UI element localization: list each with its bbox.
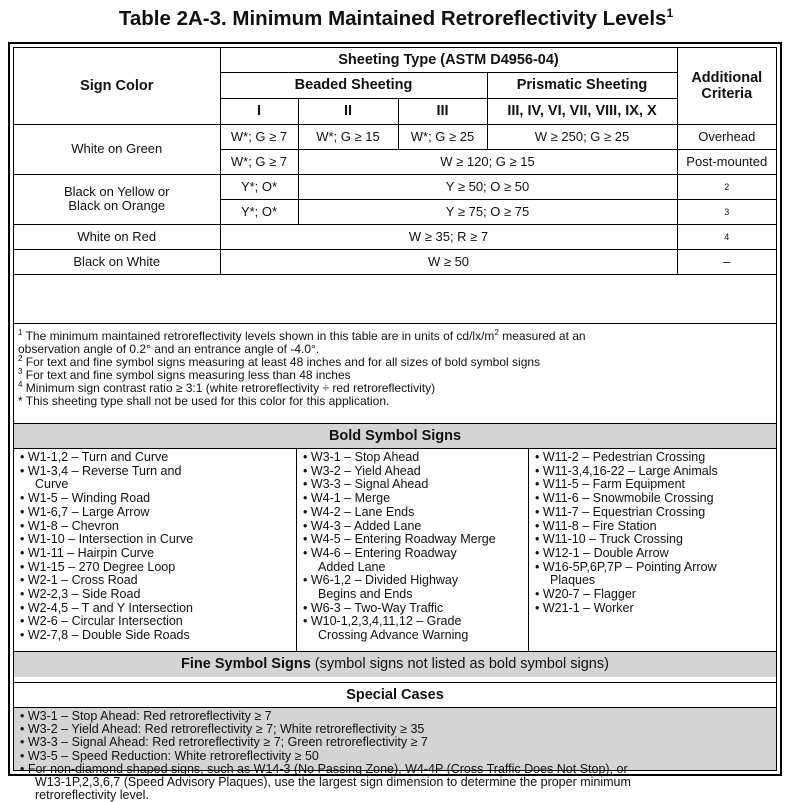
list-item: • W2-6 – Circular Intersection: [20, 614, 183, 629]
criteria-cell: 4: [677, 224, 776, 249]
criteria-cell: –: [677, 249, 776, 274]
cell: W ≥ 50: [220, 249, 677, 274]
cell: W ≥ 35; R ≥ 7: [220, 224, 677, 249]
list-item: • W4-1 – Merge: [303, 491, 391, 506]
list-item: • W10-1,2,3,4,11,12 – Grade: [303, 614, 462, 629]
bold-symbol-signs-list: [14, 449, 776, 651]
bold-symbol-signs-heading: Bold Symbol Signs: [14, 423, 776, 449]
cell: W*; G ≥ 25: [398, 124, 487, 149]
list-item: • W11-7 – Equestrian Crossing: [535, 504, 706, 519]
list-item: • W16-5P,6P,7P – Pointing Arrow: [535, 559, 717, 574]
list-item: Plaques: [550, 573, 596, 588]
label-white-on-green: White on Green: [14, 124, 220, 174]
list-item: • W12-1 – Double Arrow: [535, 545, 669, 560]
table-frame: [8, 42, 782, 802]
special-cases-list: [14, 708, 776, 802]
list-item: • W1-5 – Winding Road: [20, 491, 151, 506]
list-item: • W3-3 – Signal Ahead: [303, 477, 429, 492]
list-item: • W2-1 – Cross Road: [20, 573, 138, 588]
list-item: Added Lane: [318, 559, 386, 574]
table-inner: [13, 47, 777, 802]
header-col-iii: III: [398, 98, 487, 124]
list-item: • W1-11 – Hairpin Curve: [20, 545, 155, 560]
cell: Y*; O*: [220, 199, 298, 224]
list-item: • W1-3,4 – Reverse Turn and: [20, 463, 182, 478]
list-item: • W4-2 – Lane Ends: [303, 504, 415, 519]
header-prismatic: Prismatic Sheeting: [487, 72, 677, 98]
bold-symbol-column-3: [529, 449, 776, 651]
cell: W*; G ≥ 7: [220, 124, 298, 149]
cell: Y ≥ 75; O ≥ 75: [298, 199, 677, 224]
list-item: Begins and Ends: [318, 587, 413, 602]
list-item: • W11-5 – Farm Equipment: [535, 477, 686, 492]
criteria-cell: Post-mounted: [677, 149, 776, 174]
special-cases-heading: Special Cases: [14, 682, 776, 708]
label-white-on-red: White on Red: [14, 224, 220, 249]
cell: W ≥ 120; G ≥ 15: [298, 149, 677, 174]
list-item: • W1-15 – 270 Degree Loop: [20, 559, 176, 574]
label-line: Black on Yellow or: [63, 184, 170, 199]
footnote-2: $^2$ For text and fine symbol signs measuring at least 48 inches and for all sizes of bold symbol signs: [18, 354, 541, 369]
cell: W ≥ 250; G ≥ 25: [487, 124, 677, 149]
list-item: • W11-8 – Fire Station: [535, 518, 657, 533]
list-item: • W1-1,2 – Turn and Curve: [20, 450, 169, 464]
footnote-4: $^4$ Minimum sign contrast ratio ≥ 3:1 (white retroreflectivity ÷ red retroreflectivity): [18, 380, 436, 395]
list-item: W13-1P,2,3,6,7 (Speed Advisory Plaques), use the largest sign dimension to determine the proper minimum: [35, 775, 631, 790]
list-item: • W2-4,5 – T and Y Intersection: [20, 600, 193, 615]
list-item: • For non-diamond shaped signs, such as W14-3 (No Passing Zone), W4-4P (Cross Traffic Does Not Stop), or: [20, 761, 628, 776]
list-item: • W11-3,4,16-22 – Large Animals: [535, 463, 718, 478]
footnote-3: $^3$ For text and fine symbol signs measuring less than 48 inches: [18, 367, 351, 382]
list-item: • W11-10 – Truck Crossing: [535, 532, 683, 547]
footnote-asterisk: * This sheeting type shall not be used for this color for this application.: [18, 394, 390, 408]
label-line: Black on Orange: [68, 198, 166, 213]
list-item: • W3-2 – Yield Ahead: Red retroreflectivity ≥ 7; White retroreflectivity ≥ 35: [20, 722, 425, 737]
header-beaded: Beaded Sheeting: [220, 72, 487, 98]
table-title: Table 2A-3. Minimum Maintained Retroreflectivity Levels$^1$: [118, 6, 674, 30]
footnotes: [14, 323, 776, 423]
fine-symbol-signs-heading: Fine Symbol Signs (symbol signs not listed as bold symbol signs): [14, 651, 776, 677]
cell: Y ≥ 50; O ≥ 50: [298, 174, 677, 199]
header-col-i: I: [220, 98, 298, 124]
list-item: • W3-1 – Stop Ahead: Red retroreflectivity ≥ 7: [20, 709, 272, 723]
list-item: • W3-1 – Stop Ahead: [303, 450, 420, 464]
bold-symbol-column-2: [297, 449, 529, 651]
list-item: • W3-2 – Yield Ahead: [303, 463, 421, 478]
list-item: • W21-1 – Worker: [535, 600, 634, 615]
list-item: • W4-3 – Added Lane: [303, 518, 422, 533]
list-item: • W4-5 – Entering Roadway Merge: [303, 532, 496, 547]
label-black-on-yellow: [14, 174, 220, 224]
header-col-ii: II: [298, 98, 398, 124]
list-item: • W3-3 – Signal Ahead: Red retroreflectivity ≥ 7; Green retroreflectivity ≥ 7: [20, 735, 428, 750]
list-item: • W11-6 – Snowmobile Crossing: [535, 491, 714, 506]
header-additional-criteria: Additional Criteria: [677, 48, 776, 124]
cell: W*; G ≥ 15: [298, 124, 398, 149]
footnote-1-cont: observation angle of 0.2° and an entrance angle of -4.0°.: [18, 342, 320, 356]
cell: W*; G ≥ 7: [220, 149, 298, 174]
criteria-cell: 2: [677, 174, 776, 199]
criteria-cell: 3: [677, 199, 776, 224]
list-item: • W6-1,2 – Divided Highway: [303, 573, 459, 588]
label-black-on-white: Black on White: [14, 249, 220, 274]
list-item: • W1-8 – Chevron: [20, 518, 119, 533]
list-item: retroreflectivity level.: [35, 788, 149, 802]
bold-symbol-column-1: [14, 449, 297, 651]
header-sheeting-type: Sheeting Type (ASTM D4956-04): [220, 48, 677, 72]
list-item: Curve: [35, 477, 69, 492]
header-sign-color: Sign Color: [14, 48, 220, 124]
list-item: • W3-5 – Speed Reduction: White retroreflectivity ≥ 50: [20, 748, 319, 763]
list-item: • W6-3 – Two-Way Traffic: [303, 600, 444, 615]
list-item: • W20-7 – Flagger: [535, 587, 636, 602]
retroreflectivity-table: [14, 48, 776, 275]
list-item: • W1-10 – Intersection in Curve: [20, 532, 194, 547]
list-item: • W2-7,8 – Double Side Roads: [20, 628, 190, 643]
footnote-1: $^1$ The minimum maintained retroreflectivity levels shown in this table are in units of $cd/lx/m^2$ measured at an: [18, 328, 586, 343]
cell: Y*; O*: [220, 174, 298, 199]
criteria-cell: Overhead: [677, 124, 776, 149]
list-item: Crossing Advance Warning: [318, 628, 469, 643]
list-item: • W2-2,3 – Side Road: [20, 587, 141, 602]
header-col-prismatic: III, IV, VI, VII, VIII, IX, X: [487, 98, 677, 124]
list-item: • W1-6,7 – Large Arrow: [20, 504, 150, 519]
list-item: • W11-2 – Pedestrian Crossing: [535, 450, 706, 464]
list-item: • W4-6 – Entering Roadway: [303, 545, 457, 560]
